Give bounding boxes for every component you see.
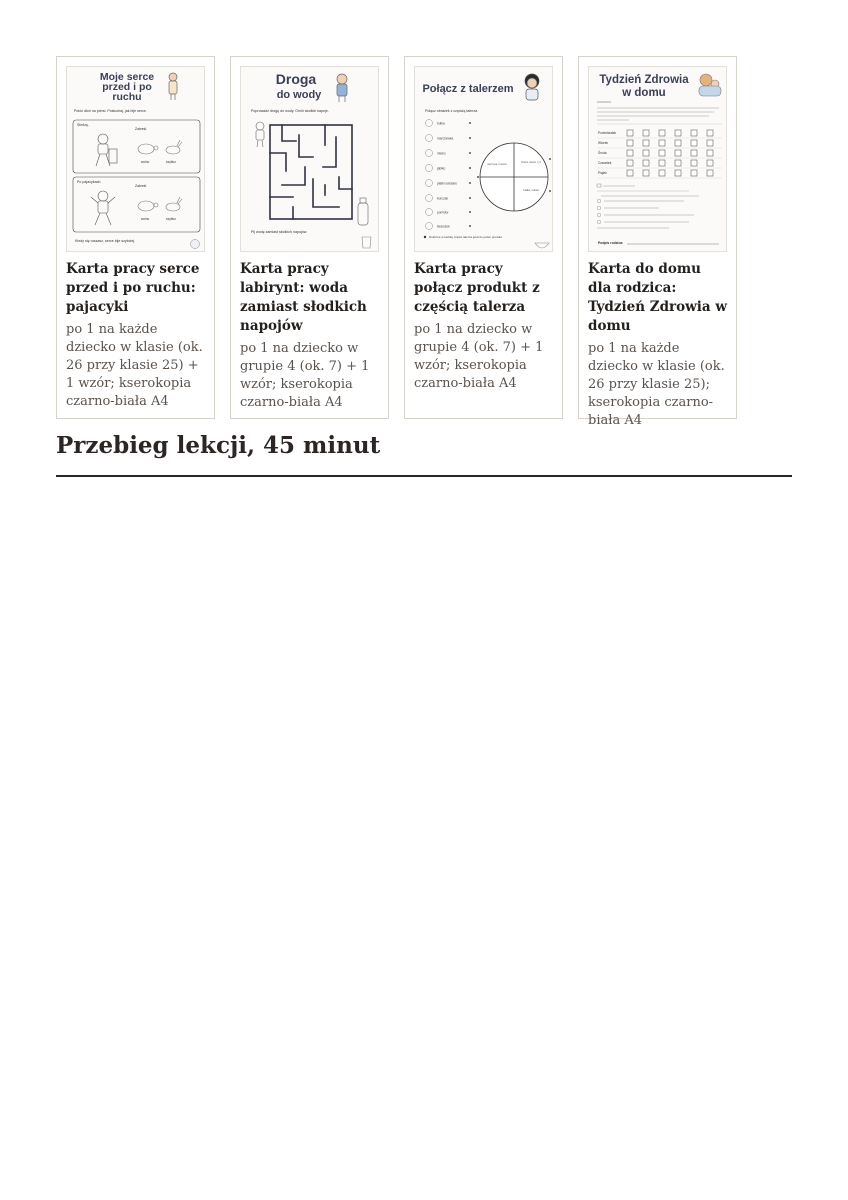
signature-label: Podpis rodzica: (598, 241, 624, 245)
material-card (230, 56, 389, 419)
worksheet-thumbnail-maze (240, 66, 379, 252)
turtle-icon (138, 201, 158, 211)
thumb-title-line: przed i po (102, 81, 152, 93)
food-label: kurczak (437, 196, 448, 201)
girl-icon (525, 74, 539, 100)
material-card (404, 56, 563, 419)
worksheet-plate-preview (415, 67, 553, 252)
thumb-title-line: do wody (276, 89, 322, 101)
plate-section-label: białko, nabiał (523, 189, 539, 192)
thumb-circle-label: Zakreśl. (135, 184, 148, 188)
food-label: pomidor (437, 210, 449, 215)
material-description: po 1 na dziecko w grupie 4 (ok. 7) + 1 wzór; kserokopia czarno-biała A4 (414, 322, 544, 391)
turtle-icon (138, 144, 158, 154)
material-card (56, 56, 215, 419)
thumb-box-label: Siedzę. (77, 123, 89, 127)
thumb-title-line: Droga (275, 71, 317, 87)
material-title: Karta pracy labirynt: woda zamiast słodkich napojów (240, 261, 367, 334)
worksheet-maze-preview (241, 67, 379, 252)
food-label: twarożek (437, 224, 450, 229)
thumb-title-line: ruchu (112, 91, 142, 103)
cup-icon (362, 237, 371, 248)
day-label: Środa (598, 151, 607, 155)
thumb-footer: Kiedy się ruszasz, serce bije szybciej. (75, 239, 136, 243)
day-label: Wtorek (598, 141, 609, 145)
week-table (597, 124, 722, 178)
jumping-child-icon (91, 191, 115, 225)
material-title: Karta pracy połącz produkt z częścią talerza (414, 261, 540, 315)
thumb-instruction: Połóż dłoń na piersi. Posłuchaj, jak bije serce. (74, 109, 147, 113)
worksheet-heart-preview (67, 67, 205, 252)
worksheet-thumbnail-health-week (588, 66, 727, 252)
thumb-option-slow: wolno (141, 160, 150, 164)
thumb-option-fast: szybko (166, 217, 176, 221)
thumb-box-label: Po pajacykach. (77, 180, 102, 184)
material-title: Karta pracy serce przed i po ruchu: pajacyki (66, 261, 200, 315)
food-label: mleko (437, 151, 446, 156)
thumb-footer: Dołożcie w każdej części talerza jeszcze jeden produkt. (429, 235, 503, 239)
food-label: bułka (437, 121, 445, 126)
bowl-icon (535, 243, 549, 248)
material-description: po 1 na każde dziecko w klasie (ok. 26 przy klasie 25); kserokopia czarno-biała A4 (588, 341, 725, 428)
thumb-footer: Pij wodę zamiast słodkich napojów. (251, 230, 308, 234)
section-heading: Przebieg lekcji, 45 minut (56, 432, 381, 459)
material-card (578, 56, 737, 428)
thumb-option-fast: szybko (166, 160, 176, 164)
rabbit-icon (166, 140, 182, 154)
material-title: Karta do domu dla rodzica: Tydzień Zdrowia w domu (588, 261, 727, 334)
thumb-title-line: Połącz z talerzem (422, 83, 514, 95)
thumb-title-line: Moje serce (99, 71, 155, 83)
maze-icon (270, 125, 352, 219)
plate-section-label: zboża, kasze, ryż (520, 161, 542, 164)
water-bottle-icon (358, 198, 368, 225)
thumb-title-line: w domu (622, 87, 666, 99)
day-label: Poniedziałek (598, 131, 617, 135)
material-description: po 1 na każde dziecko w klasie (ok. 26 przy klasie 25) + 1 wzór; kserokopia czarno-biała A4 (66, 322, 203, 409)
food-list (426, 120, 471, 230)
worksheet-health-week-preview (589, 67, 727, 252)
day-label: Czwartek (598, 161, 612, 165)
boy-icon (337, 74, 347, 102)
material-description: po 1 na dziecko w grupie 4 (ok. 7) + 1 wzór; kserokopia czarno-biała A4 (240, 341, 370, 410)
food-label: jabłko (437, 166, 446, 171)
family-icon (699, 74, 721, 96)
section-divider (56, 475, 792, 477)
thumb-instruction: Połącz obrazek z częścią talerza. (425, 109, 479, 113)
child-start-icon (256, 122, 264, 147)
day-label: Piątek (598, 171, 607, 175)
plate-icon (480, 143, 548, 211)
materials-list (56, 56, 737, 428)
intro-text-lines (597, 108, 719, 120)
checklist-lines (597, 184, 699, 228)
thumb-instruction: Poprowadź drogę do wody. Omiń słodkie napoje. (251, 109, 329, 113)
globe-icon (191, 240, 200, 249)
plate-section-label: warzywa i owoce (487, 163, 507, 166)
food-label: płatki owsiane (437, 181, 458, 186)
worksheet-thumbnail-plate (414, 66, 553, 252)
worksheet-thumbnail-heart (66, 66, 205, 252)
thumb-option-slow: wolno (141, 217, 150, 221)
thumb-title-line: Tydzień Zdrowia (599, 74, 689, 86)
food-label: marchewka (437, 136, 454, 141)
sitting-child-icon (96, 134, 117, 166)
rabbit-icon (166, 197, 182, 211)
thumb-circle-label: Zakreśl. (135, 127, 148, 131)
child-icon (169, 73, 177, 100)
